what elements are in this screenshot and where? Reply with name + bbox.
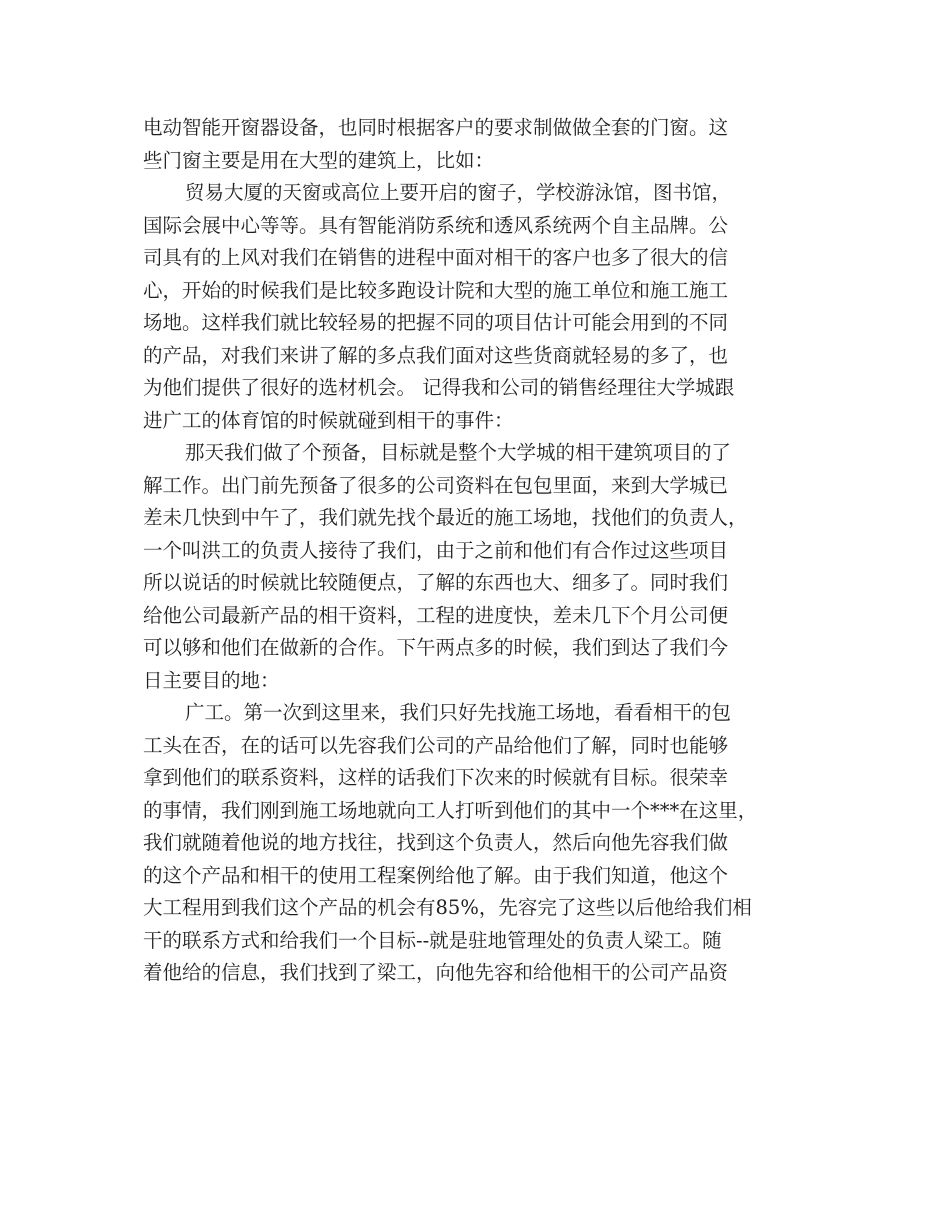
text-line: 所以说话的时候就比较随便点，了解的东西也大、细多了。同时我们 xyxy=(143,571,729,594)
text-line: 我们就随着他说的地方找往，找到这个负责人，然后向他先容我们做 xyxy=(143,831,729,854)
document-body xyxy=(143,112,815,990)
text-line: 司具有的上风对我们在销售的进程中面对相干的客户也多了很大的信 xyxy=(143,246,729,269)
text-line: 的这个产品和相干的使用工程案例给他了解。由于我们知道，他这个 xyxy=(143,863,729,887)
text-line: 些门窗主要是用在大型的建筑上，比如： xyxy=(143,148,495,172)
text-line: 解工作。出门前先预备了很多的公司资料在包包里面，来到大学城已 xyxy=(143,473,729,497)
text-line: 拿到他们的联系资料，这样的话我们下次来的时候就有目标。很荣幸 xyxy=(143,766,729,789)
text-line: 的事情，我们刚到施工场地就向工人打听到他们的其中一个***在这里， xyxy=(143,798,758,822)
text-line: 大工程用到我们这个产品的机会有85%，先容完了这些以后他给我们相 xyxy=(143,896,752,919)
text-line: 工头在否，在的话可以先容我们公司的产品给他们了解，同时也能够 xyxy=(143,733,729,757)
text-line: 国际会展中心等等。具有智能消防系统和透风系统两个自主品牌。公 xyxy=(143,213,729,237)
text-line: 的产品，对我们来讲了解的多点我们面对这些货商就轻易的多了，也 xyxy=(143,343,729,367)
paragraph-first-line: 那天我们做了个预备，目标就是整个大学城的相干建筑项目的了 xyxy=(185,441,732,464)
text-line: 心，开始的时候我们是比较多跑设计院和大型的施工单位和施工施工 xyxy=(143,278,729,302)
text-line: 差未几快到中午了，我们就先找个最近的施工场地，找他们的负责人， xyxy=(143,506,748,529)
paragraph-first-line: 贸易大厦的天窗或高位上要开启的窗子，学校游泳馆，图书馆， xyxy=(185,181,732,204)
text-line: 场地。这样我们就比较轻易的把握不同的项目估计可能会用到的不同 xyxy=(143,311,729,334)
text-line: 电动智能开窗器设备，也同时根据客户的要求制做做全套的门窗。这 xyxy=(143,116,729,139)
text-line: 为他们提供了很好的选材机会。 记得我和公司的销售经理往大学城跟 xyxy=(143,376,735,399)
text-line: 给他公司最新产品的相干资料，工程的进度快，差未几下个月公司便 xyxy=(143,603,729,627)
text-line: 进广工的体育馆的时候就碰到相干的事件： xyxy=(143,408,514,432)
text-line: 一个叫洪工的负责人接待了我们，由于之前和他们有合作过这些项目 xyxy=(143,538,729,562)
text-line: 着他给的信息，我们找到了梁工，向他先容和给他相干的公司产品资 xyxy=(143,961,729,984)
text-line: 干的联系方式和给我们一个目标--就是驻地管理处的负责人梁工。随 xyxy=(143,928,722,952)
text-line: 可以够和他们在做新的合作。下午两点多的时候，我们到达了我们今 xyxy=(143,636,729,659)
paragraph-first-line: 广工。第一次到这里来，我们只好先找施工场地，看看相干的包 xyxy=(185,701,732,724)
text-line: 日主要目的地： xyxy=(143,668,280,692)
